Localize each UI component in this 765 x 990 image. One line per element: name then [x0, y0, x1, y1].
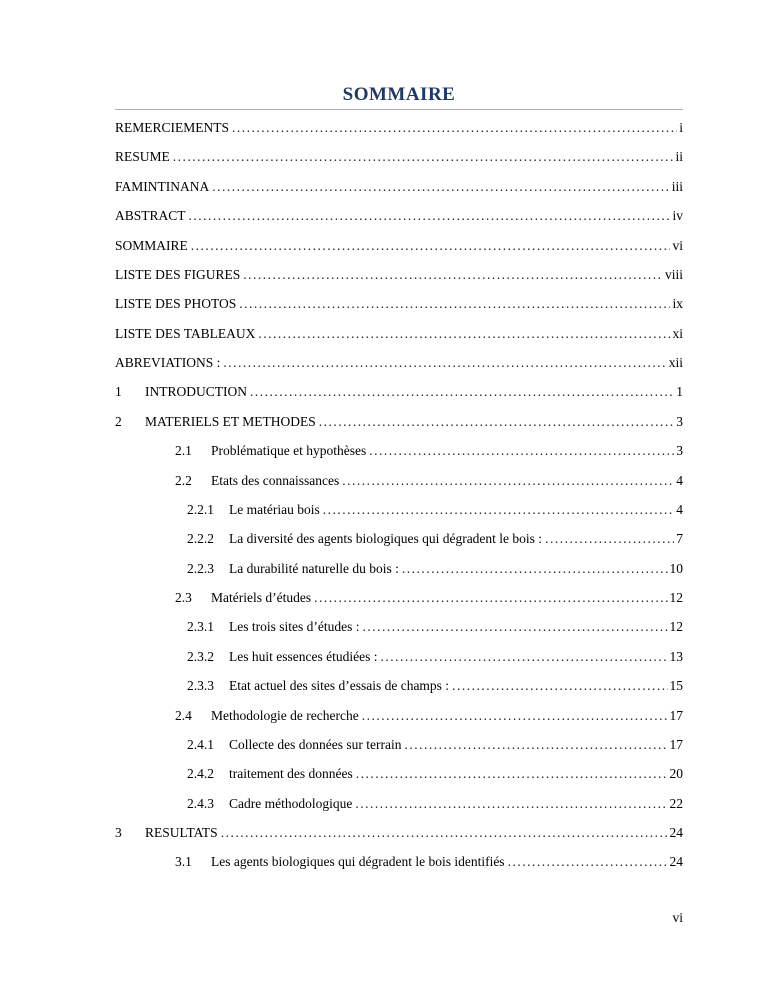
toc-entry[interactable]	[115, 561, 683, 578]
toc-leader-dots	[212, 179, 669, 196]
page-title: SOMMAIRE	[115, 84, 683, 110]
toc-entry-number: 2.4.3	[187, 795, 214, 811]
toc-entry-label: ABREVIATIONS :	[115, 355, 221, 370]
toc-entry-label: Problématique et hypothèses	[211, 443, 367, 459]
toc-entry-page: iv	[672, 208, 683, 224]
toc-entry-page: xi	[672, 325, 683, 341]
toc-entry[interactable]	[115, 238, 683, 255]
toc-entry[interactable]	[115, 179, 683, 196]
toc-leader-dots	[239, 296, 670, 313]
toc-entry-label: Les trois sites d’études :	[229, 619, 360, 635]
toc-entry[interactable]	[115, 766, 683, 783]
toc-entry-label: traitement des données	[229, 766, 353, 782]
toc-entry-label: Etat actuel des sites d’essais de champs :	[229, 678, 450, 694]
toc-entry-number: 2.2.2	[187, 531, 214, 547]
toc-entry-label: Etats des connaissances	[211, 472, 340, 488]
toc-leader-dots	[362, 708, 668, 725]
toc-entry[interactable]	[115, 296, 683, 313]
toc-entry[interactable]	[115, 355, 683, 372]
toc-entry-page: xii	[668, 355, 683, 370]
toc-leader-dots	[369, 443, 674, 460]
toc-entry[interactable]	[115, 414, 683, 431]
toc-leader-dots	[452, 678, 667, 695]
toc-entry-page: ix	[672, 296, 683, 312]
toc-leader-dots	[380, 649, 667, 666]
toc-entry-page: 12	[669, 590, 683, 605]
toc-entry-page: iii	[671, 178, 683, 194]
toc-entry[interactable]	[115, 384, 683, 401]
toc-entry-number: 2.4.2	[187, 766, 214, 782]
footer-page-number: vi	[672, 910, 683, 925]
toc-entry-label: Les agents biologiques qui dégradent le bois identifiés	[211, 854, 505, 870]
toc-entry-page: viii	[664, 266, 683, 282]
toc-entry-label: Collecte des données sur terrain	[229, 736, 402, 752]
toc-entry-page: 3	[676, 413, 683, 429]
toc-entry-number: 2.3	[175, 590, 192, 605]
toc-entry-page: 13	[669, 648, 683, 664]
toc-entry-number: 2.2.3	[187, 560, 214, 576]
toc-entry[interactable]	[115, 619, 683, 636]
toc-leader-dots	[323, 502, 675, 519]
toc-leader-dots	[191, 238, 671, 255]
toc-entry-number: 2.2.1	[187, 501, 214, 517]
toc-entry[interactable]	[115, 678, 683, 695]
toc-entry-number: 2.3.2	[187, 648, 214, 664]
toc-entry[interactable]	[115, 708, 683, 725]
toc-entry[interactable]	[115, 502, 683, 519]
toc-leader-dots	[314, 590, 667, 607]
toc-entry-page: 12	[669, 619, 683, 635]
toc-entry-page: 10	[669, 560, 683, 576]
toc-leader-dots	[362, 619, 667, 636]
toc-entry-label: Cadre méthodologique	[229, 795, 353, 811]
toc-entry-page: 4	[676, 501, 683, 517]
toc-entry-label: Les huit essences étudiées :	[229, 648, 378, 664]
toc-entry-page: 15	[669, 678, 683, 694]
toc-entry-number: 2.3.3	[187, 678, 214, 694]
toc-leader-dots	[342, 473, 674, 490]
toc-entry-number: 2.3.1	[187, 619, 214, 635]
toc-entry-label: La durabilité naturelle du bois :	[229, 560, 399, 576]
toc-leader-dots	[221, 825, 668, 842]
toc-entry-label: REMERCIEMENTS	[115, 120, 230, 135]
toc-entry-number: 2.2	[175, 472, 192, 488]
toc-entry-label: LISTE DES PHOTOS	[115, 296, 237, 312]
toc-entry-number: 1	[115, 384, 122, 400]
toc-entry-number: 3	[115, 825, 122, 840]
toc-entry[interactable]	[115, 825, 683, 842]
toc-entry-number: 2.4.1	[187, 736, 214, 752]
toc-leader-dots	[319, 414, 675, 431]
toc-entry[interactable]	[115, 149, 683, 166]
toc-leader-dots	[402, 561, 668, 578]
toc-entry-number: 2.4	[175, 707, 192, 723]
toc-entry-page: 24	[669, 854, 683, 870]
toc-entry-label: Methodologie de recherche	[211, 707, 359, 723]
toc-leader-dots	[243, 267, 663, 284]
toc-entry-label: INTRODUCTION	[145, 384, 247, 400]
toc-entry[interactable]	[115, 531, 683, 548]
toc-entry-number: 2	[115, 413, 122, 429]
toc-entry-label: LISTE DES TABLEAUX	[115, 325, 256, 341]
toc-entry-label: RESUME	[115, 149, 170, 165]
toc-leader-dots	[258, 326, 670, 343]
toc-entry[interactable]	[115, 208, 683, 225]
toc-list	[115, 120, 683, 871]
toc-entry-page: 1	[676, 384, 683, 400]
toc-entry-label: Matériels d’études	[211, 590, 312, 605]
toc-entry[interactable]	[115, 443, 683, 460]
toc-entry-label: LISTE DES FIGURES	[115, 266, 241, 282]
toc-entry-page: ii	[675, 149, 683, 165]
toc-leader-dots	[355, 796, 667, 813]
toc-entry-page: 4	[676, 472, 683, 488]
toc-leader-dots	[173, 149, 674, 166]
toc-entry[interactable]	[115, 737, 683, 754]
toc-entry[interactable]	[115, 649, 683, 666]
toc-entry[interactable]	[115, 120, 683, 137]
toc-leader-dots	[189, 208, 671, 225]
toc-leader-dots	[232, 120, 677, 137]
toc-leader-dots	[508, 854, 668, 871]
toc-leader-dots	[250, 384, 674, 401]
toc-entry-label: MATERIELS ET METHODES	[145, 413, 316, 429]
toc-entry-number: 3.1	[175, 854, 192, 870]
toc-entry-label: SOMMAIRE	[115, 237, 188, 253]
toc-entry-page: 17	[669, 736, 683, 752]
toc-entry[interactable]	[115, 267, 683, 284]
toc-entry-page: 7	[676, 531, 683, 547]
toc-leader-dots	[404, 737, 667, 754]
toc-entry[interactable]	[115, 796, 683, 813]
toc-entry-page: 24	[669, 825, 683, 840]
toc-leader-dots	[545, 531, 674, 548]
toc-entry-label: FAMINTINANA	[115, 178, 210, 194]
toc-leader-dots	[356, 766, 668, 783]
toc-entry-label: La diversité des agents biologiques qui dégradent le bois :	[229, 531, 543, 547]
toc-entry-page: vi	[672, 237, 683, 253]
toc-entry[interactable]	[115, 326, 683, 343]
toc-entry-page: 17	[669, 707, 683, 723]
toc-leader-dots	[223, 355, 666, 372]
toc-entry-label: Le matériau bois	[229, 501, 320, 517]
toc-entry[interactable]	[115, 854, 683, 871]
toc-entry-page: 20	[669, 766, 683, 782]
toc-entry[interactable]	[115, 590, 683, 607]
toc-entry[interactable]	[115, 473, 683, 490]
toc-entry-label: RESULTATS	[145, 825, 218, 840]
toc-entry-label: ABSTRACT	[115, 208, 186, 224]
toc-entry-page: 22	[669, 795, 683, 811]
toc-entry-page: 3	[676, 443, 683, 459]
toc-entry-page: i	[679, 120, 683, 135]
toc-entry-number: 2.1	[175, 443, 192, 459]
